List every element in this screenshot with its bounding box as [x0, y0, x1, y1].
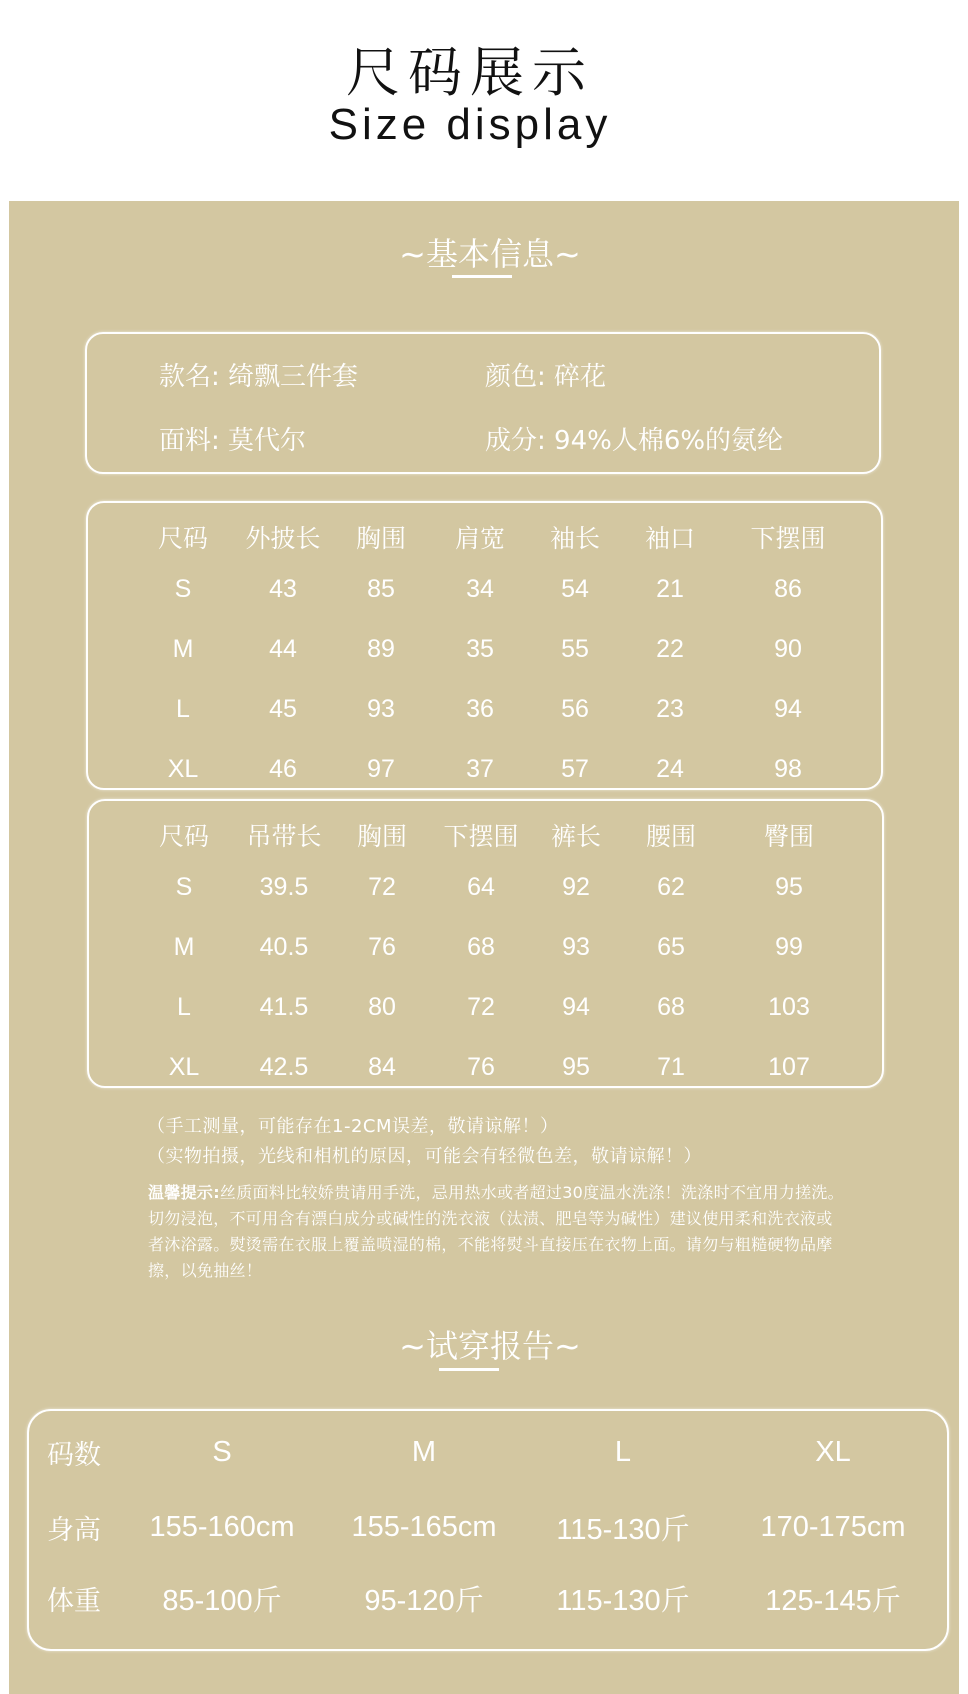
table-cell: 76 [368, 932, 396, 961]
table-cell: 65 [657, 932, 685, 961]
trial-report-title: ~试穿报告~ [399, 1327, 581, 1365]
table-cell: 92 [562, 872, 590, 901]
column-header: 外披长 [245, 525, 321, 553]
column-header: 臀围 [763, 823, 814, 851]
table-cell: 68 [467, 932, 495, 961]
table-cell: 62 [657, 872, 685, 901]
column-header: 胸围 [356, 823, 407, 851]
page-title: 尺码展示 [346, 41, 594, 104]
photo-note: （实物拍摄，光线和相机的原因，可能会有轻微色差，敬请谅解！） [147, 1146, 702, 1167]
weight-row-label: 体重 [47, 1585, 101, 1616]
table-cell: 85 [367, 574, 395, 603]
color-text: 颜色: 碎花 [485, 362, 607, 392]
table-cell: 84 [368, 1052, 396, 1081]
trial-report-table [47, 1415, 947, 1631]
table-cell: 86 [774, 574, 802, 603]
table-cell: 97 [367, 754, 395, 783]
table-cell: 93 [562, 932, 590, 961]
table-row [134, 619, 854, 679]
trial-report-box [27, 1409, 949, 1651]
care-tip [148, 1180, 848, 1284]
trial-height-row [47, 1489, 947, 1565]
trial-weight-cell: 115-130斤 [556, 1584, 690, 1617]
trial-height-cell: 155-160cm [149, 1510, 295, 1543]
measurement-note: （手工测量，可能存在1-2CM误差，敬请谅解！） [147, 1116, 559, 1137]
column-header: 腰围 [645, 823, 696, 851]
table-row [134, 739, 854, 799]
composition-text: 成分: 94%人棉6%的氨纶 [485, 426, 784, 456]
table-cell: 35 [466, 634, 494, 663]
table-cell: 36 [466, 694, 494, 723]
page-subtitle: Size display [328, 100, 612, 149]
trial-size-row [47, 1415, 947, 1489]
table-row [135, 917, 855, 977]
trial-height-cell: 155-165cm [351, 1510, 497, 1543]
table-cell: 95 [562, 1052, 590, 1081]
table-cell: 45 [269, 694, 297, 723]
column-header: 尺码 [158, 823, 209, 851]
table-cell: S [175, 872, 193, 901]
column-header: 胸围 [355, 525, 406, 553]
table-cell: 99 [775, 932, 803, 961]
table-cell: M [172, 634, 194, 663]
table-cell: 39.5 [259, 872, 309, 901]
table-cell: XL [167, 754, 199, 783]
table-cell: 68 [657, 992, 685, 1021]
table-cell: 98 [774, 754, 802, 783]
table-cell: XL [168, 1052, 200, 1081]
trial-weight-cell: 85-100斤 [162, 1584, 282, 1617]
table-cell: 34 [466, 574, 494, 603]
table-cell: 94 [774, 694, 802, 723]
column-header: 下摆围 [443, 823, 519, 851]
table-cell: 41.5 [259, 992, 309, 1021]
top-size-table-box [86, 501, 883, 790]
table-cell: 55 [561, 634, 589, 663]
table-cell: 71 [657, 1052, 685, 1081]
size-row-label: 码数 [47, 1439, 101, 1470]
table-cell: 42.5 [259, 1052, 309, 1081]
table-cell: M [173, 932, 195, 961]
top-table-header-row [134, 515, 854, 559]
column-header: 袖口 [644, 525, 695, 553]
column-header: 尺码 [157, 525, 208, 553]
trial-weight-cell: 125-145斤 [765, 1584, 901, 1617]
table-cell: 72 [467, 992, 495, 1021]
trial-report-underline [439, 1368, 499, 1371]
table-cell: L [176, 694, 190, 723]
bottom-table-header-row [135, 813, 855, 857]
table-cell: 46 [269, 754, 297, 783]
table-row [135, 857, 855, 917]
bottom-size-table-box [87, 799, 884, 1088]
table-row [135, 977, 855, 1037]
table-cell: 93 [367, 694, 395, 723]
table-cell: S [174, 574, 192, 603]
table-row [135, 1037, 855, 1097]
basic-info-box [85, 332, 881, 474]
column-header: 袖长 [549, 525, 600, 553]
basic-info-underline [452, 275, 512, 278]
table-cell: 89 [367, 634, 395, 663]
fabric-text: 面料: 莫代尔 [159, 426, 307, 456]
basic-info-title: ~基本信息~ [399, 235, 581, 273]
trial-size-cell: S [212, 1435, 232, 1468]
table-cell: 76 [467, 1052, 495, 1081]
table-cell: 72 [368, 872, 396, 901]
table-cell: 95 [775, 872, 803, 901]
table-cell: 80 [368, 992, 396, 1021]
care-tip-text: 丝质面料比较娇贵请用手洗，忌用热水或者超过30度温水洗涤！洗涤时不宜用力搓洗。切勿浸泡，不可用含有漂白成分或碱性的洗衣液（汰渍、肥皂等为碱性）建议使用柔和洗衣液或者沐浴露。熨烫需在衣服上覆盖喷湿的棉，不能将熨斗直接压在衣物上面。请勿与粗糙硬物品摩擦，以免抽丝！ [148, 1183, 844, 1280]
column-header: 下摆围 [750, 525, 826, 553]
table-cell: 56 [561, 694, 589, 723]
height-row-label: 身高 [47, 1514, 101, 1545]
top-size-table [134, 515, 854, 799]
table-cell: 43 [269, 574, 297, 603]
table-cell: L [177, 992, 191, 1021]
table-row [134, 679, 854, 739]
table-cell: 23 [656, 694, 684, 723]
care-tip-label: 温馨提示: [148, 1183, 220, 1202]
style-name-text: 款名: 绮飘三件套 [159, 362, 359, 392]
trial-weight-row [47, 1565, 947, 1631]
table-row [134, 559, 854, 619]
trial-size-cell: XL [815, 1435, 851, 1468]
content-panel [9, 201, 959, 1694]
table-cell: 57 [561, 754, 589, 783]
trial-size-cell: M [411, 1435, 437, 1468]
table-cell: 21 [656, 574, 684, 603]
table-cell: 44 [269, 634, 297, 663]
table-cell: 37 [466, 754, 494, 783]
table-cell: 64 [467, 872, 495, 901]
trial-weight-cell: 95-120斤 [364, 1584, 484, 1617]
column-header: 裤长 [550, 823, 601, 851]
table-cell: 103 [768, 992, 810, 1021]
trial-size-cell: L [614, 1435, 632, 1468]
table-cell: 90 [774, 634, 802, 663]
trial-height-cell: 115-130斤 [556, 1513, 690, 1546]
column-header: 肩宽 [454, 525, 505, 553]
table-cell: 40.5 [259, 932, 309, 961]
trial-height-cell: 170-175cm [760, 1510, 906, 1543]
table-cell: 54 [561, 574, 589, 603]
table-cell: 24 [656, 754, 684, 783]
bottom-size-table [135, 813, 855, 1097]
table-cell: 22 [656, 634, 684, 663]
table-cell: 94 [562, 992, 590, 1021]
column-header: 吊带长 [246, 823, 322, 851]
table-cell: 107 [768, 1052, 810, 1081]
